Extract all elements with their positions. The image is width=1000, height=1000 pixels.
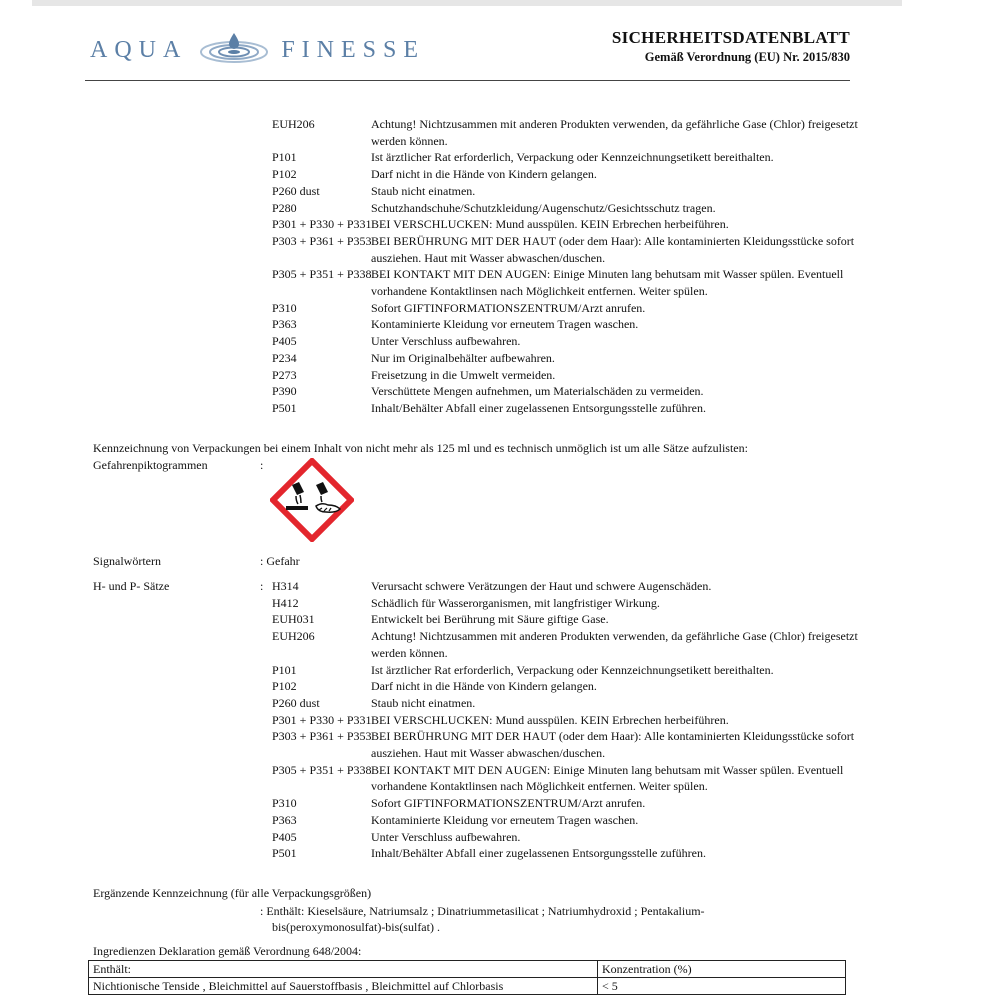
statement-code: P501	[272, 400, 297, 415]
statement-row	[272, 400, 862, 417]
statement-code: P405	[272, 334, 297, 349]
statement-text: BEI BERÜHRUNG MIT DER HAUT (oder dem Haar): Alle kontaminierten Kleidungsstücke sofort ausziehen. Haut mit Wasser abwaschen/duschen.	[371, 233, 855, 265]
statement-text: Sofort GIFTINFORMATIONSZENTRUM/Arzt anrufen.	[371, 300, 646, 315]
statement-row	[272, 762, 862, 795]
water-drop-icon	[199, 30, 269, 70]
statements-list-2	[272, 578, 862, 862]
document-title: SICHERHEITSDATENBLATT	[611, 28, 850, 47]
statement-text: Unter Verschluss aufbewahren.	[371, 829, 521, 844]
statement-text: BEI KONTAKT MIT DEN AUGEN: Einige Minuten lang behutsam mit Wasser spülen. Eventuell vorhandene Kontaktlinsen nach Möglichkeit entfernen. Weiter spülen.	[371, 267, 844, 299]
statement-code: P273	[272, 367, 297, 382]
statement-code: P390	[272, 384, 297, 399]
statement-row	[272, 333, 862, 350]
statement-code: P101	[272, 662, 297, 677]
statement-code: P363	[272, 317, 297, 332]
statement-row	[272, 628, 862, 661]
document-header	[85, 20, 850, 80]
statement-code: P310	[272, 300, 297, 315]
statement-row	[272, 216, 862, 233]
statement-code: P310	[272, 796, 297, 811]
pictogram-label: Gefahrenpiktogrammen	[93, 458, 208, 472]
ingredients-heading: Ingredienzen Deklaration gemäß Verordnung 648/2004:	[93, 944, 362, 958]
logo-text-left: AQUA	[90, 36, 188, 63]
statement-row	[272, 149, 862, 166]
statement-text: Staub nicht einatmen.	[371, 695, 476, 710]
statement-text: BEI BERÜHRUNG MIT DER HAUT (oder dem Haar): Alle kontaminierten Kleidungsstücke sofort ausziehen. Haut mit Wasser abwaschen/duschen.	[371, 729, 855, 761]
statement-text: BEI VERSCHLUCKEN: Mund ausspülen. KEIN Erbrechen herbeiführen.	[371, 712, 729, 727]
statement-row	[272, 712, 862, 729]
supplemental-line-1: : Enthält: Kieselsäure, Natriumsalz ; Dinatriummetasilicat ; Natriumhydroxid ; Pentakalium-	[260, 904, 705, 918]
statement-text: Nur im Originalbehälter aufbewahren.	[371, 350, 555, 365]
statement-row	[272, 662, 862, 679]
statement-code: P305 + P351 + P338	[272, 762, 372, 777]
document-title-block	[612, 28, 850, 65]
statement-code: P303 + P361 + P353	[272, 729, 372, 744]
statement-row	[272, 233, 862, 266]
statement-row	[272, 578, 862, 595]
statement-code: H314	[272, 579, 299, 593]
corrosive-pictogram-icon	[270, 458, 354, 542]
statement-row	[272, 367, 862, 384]
table-cell: Nichtionische Tenside , Bleichmittel auf Sauerstoffbasis , Bleichmittel auf Chlorbasis	[89, 978, 598, 995]
statement-row	[272, 695, 862, 712]
statement-text: Schädlich für Wasserorganismen, mit langfristiger Wirkung.	[371, 595, 660, 610]
statements-list-1	[272, 116, 862, 417]
statement-row	[272, 200, 862, 217]
statement-text: Ist ärztlicher Rat erforderlich, Verpackung oder Kennzeichnungsetikett bereithalten.	[371, 150, 774, 165]
statement-code: P363	[272, 812, 297, 827]
statement-text: Inhalt/Behälter Abfall einer zugelassenen Entsorgungsstelle zuführen.	[371, 400, 707, 415]
statement-code: P102	[272, 679, 297, 694]
statement-text: Darf nicht in die Hände von Kindern gelangen.	[371, 679, 597, 694]
statement-row	[272, 166, 862, 183]
hp-statements-colon: :	[260, 579, 264, 593]
ingredients-table	[88, 960, 846, 995]
hp-statements-label: H- und P- Sätze	[93, 579, 170, 593]
table-cell: < 5	[598, 978, 846, 995]
statement-text: BEI KONTAKT MIT DEN AUGEN: Einige Minuten lang behutsam mit Wasser spülen. Eventuell vorhandene Kontaktlinsen nach Möglichkeit entfernen. Weiter spülen.	[371, 762, 844, 794]
statement-text: BEI VERSCHLUCKEN: Mund ausspülen. KEIN Erbrechen herbeiführen.	[371, 217, 729, 232]
statement-code: P280	[272, 200, 297, 215]
statement-row	[272, 829, 862, 846]
statement-row	[272, 678, 862, 695]
top-bar	[32, 0, 902, 6]
supplemental-line-2: bis(peroxymonosulfat)-bis(sulfat) .	[272, 920, 440, 934]
statement-row	[272, 812, 862, 829]
statement-text: Inhalt/Behälter Abfall einer zugelassenen Entsorgungsstelle zuführen.	[371, 846, 707, 861]
statement-text: Schutzhandschuhe/Schutzkleidung/Augenschutz/Gesichtsschutz tragen.	[371, 200, 716, 215]
statement-code: P303 + P361 + P353	[272, 233, 372, 248]
statement-text: Achtung! Nichtzusammen mit anderen Produkten verwenden, da gefährliche Gase (Chlor) freigesetzt werden können.	[371, 117, 858, 148]
statement-code: P260 dust	[272, 695, 320, 710]
statement-code: P501	[272, 846, 297, 861]
statement-row	[272, 383, 862, 400]
statement-text: Sofort GIFTINFORMATIONSZENTRUM/Arzt anrufen.	[371, 796, 646, 811]
statement-row	[272, 595, 862, 612]
statement-code: P260 dust	[272, 183, 320, 198]
statement-text: Freisetzung in die Umwelt vermeiden.	[371, 367, 556, 382]
statement-text: Entwickelt bei Berührung mit Säure giftige Gase.	[371, 612, 609, 627]
statement-text: Achtung! Nichtzusammen mit anderen Produkten verwenden, da gefährliche Gase (Chlor) freigesetzt werden können.	[371, 629, 858, 660]
statement-row	[272, 300, 862, 317]
statement-code: P405	[272, 829, 297, 844]
statement-code: P305 + P351 + P338	[272, 267, 372, 282]
statement-text: Ist ärztlicher Rat erforderlich, Verpackung oder Kennzeichnungsetikett bereithalten.	[371, 662, 774, 677]
logo-text-right: FINESSE	[281, 36, 426, 63]
table-row	[89, 978, 846, 995]
statement-row	[272, 116, 862, 149]
statement-code: P101	[272, 150, 297, 165]
statement-row	[272, 266, 862, 299]
statement-code: EUH206	[272, 117, 315, 131]
statement-row	[272, 316, 862, 333]
statement-text: Verursacht schwere Verätzungen der Haut und schwere Augenschäden.	[371, 579, 712, 593]
statement-row	[272, 183, 862, 200]
statement-row	[272, 845, 862, 862]
statement-code: P234	[272, 350, 297, 365]
statement-row	[272, 350, 862, 367]
pictogram-colon: :	[260, 458, 264, 472]
statement-code: EUH031	[272, 612, 315, 627]
statement-code: P102	[272, 167, 297, 182]
small-package-heading: Kennzeichnung von Verpackungen bei einem Inhalt von nicht mehr als 125 ml und es technisch unmöglich ist um alle Sätze aufzulisten:	[93, 441, 748, 455]
document-subtitle: Gemäß Verordnung (EU) Nr. 2015/830	[644, 50, 850, 64]
table-header-cell: Konzentration (%)	[598, 961, 846, 978]
statement-text: Kontaminierte Kleidung vor erneutem Tragen waschen.	[371, 812, 639, 827]
signal-word-label: Signalwörtern	[93, 554, 161, 568]
statement-text: Verschüttete Mengen aufnehmen, um Materialschäden zu vermeiden.	[371, 384, 704, 399]
table-header-cell: Enthält:	[89, 961, 598, 978]
statement-row	[272, 728, 862, 761]
statement-code: H412	[272, 595, 299, 610]
supplemental-heading: Ergänzende Kennzeichnung (für alle Verpackungsgrößen)	[93, 886, 372, 900]
statement-row	[272, 611, 862, 628]
statement-code: P301 + P330 + P331	[272, 712, 372, 727]
header-divider	[85, 80, 850, 81]
statement-row	[272, 795, 862, 812]
statement-code: EUH206	[272, 629, 315, 644]
signal-word-value: : Gefahr	[260, 554, 300, 568]
statement-text: Darf nicht in die Hände von Kindern gelangen.	[371, 167, 597, 182]
statement-code: P301 + P330 + P331	[272, 217, 372, 232]
statement-text: Kontaminierte Kleidung vor erneutem Tragen waschen.	[371, 317, 639, 332]
table-header-row	[89, 961, 846, 978]
statement-text: Staub nicht einatmen.	[371, 183, 476, 198]
statement-text: Unter Verschluss aufbewahren.	[371, 334, 521, 349]
company-logo	[90, 30, 425, 70]
